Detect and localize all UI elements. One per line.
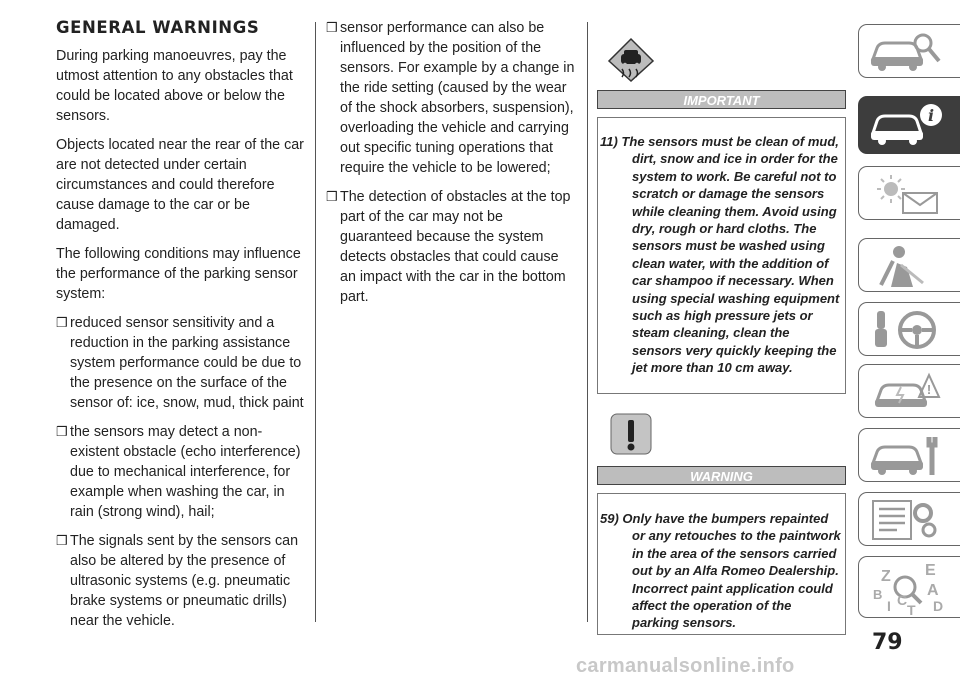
- warning-text: 59) Only have the bumpers repainted or any retouches to the paintwork in the area of the sensors carried out by an Alfa Romeo Dealership. Incorrect paint application could affect the operation of the parking sensors.: [600, 511, 841, 631]
- tab-warning-lights[interactable]: [858, 166, 960, 220]
- tab-technical-data[interactable]: [858, 492, 960, 546]
- warning-lights-message-icon: [867, 171, 947, 217]
- car-skid-road-sign-icon: [607, 37, 655, 83]
- bullet-text: sensor performance can also be influenced by the position of the sensors. For example by a change in the ride setting (caused by the wear of the shock absorbers, suspension), overloading the vehicle and carrying out specific tuning operations that require the vehicle to be lowered;: [340, 20, 575, 176]
- bullet-text: reduced sensor sensitivity and a reduction in the parking assistance system performance could be due to the presence on the surface of the sensor of: ice, snow, mud, thick paint: [70, 315, 304, 411]
- watermark: carmanualsonline.info: [576, 655, 795, 677]
- tab-safety[interactable]: [858, 238, 960, 292]
- alphabetical-index-icon: [867, 561, 947, 617]
- important-box: [597, 117, 846, 394]
- column-divider: [587, 22, 588, 622]
- bullet-item: [326, 187, 576, 307]
- svg-text:i: i: [927, 106, 935, 125]
- tab-emergency[interactable]: [858, 364, 960, 418]
- column-divider: [315, 22, 316, 622]
- checkbox-bullet-icon: ❒: [326, 189, 338, 204]
- index-letter-a: A: [927, 582, 939, 599]
- exclamation-sign-icon: [607, 412, 655, 458]
- index-letter-e: E: [925, 562, 936, 579]
- paragraph: During parking manoeuvres, pay the utmost attention to any obstacles that could be located above or below the sensors.: [56, 48, 293, 124]
- tab-index[interactable]: [858, 556, 960, 618]
- index-letter-d: D: [933, 598, 944, 614]
- bullet-text: The detection of obstacles at the top part of the car may not be guaranteed because the system detects obstacles that could cause an impact with the car in the bottom part.: [340, 189, 571, 305]
- index-letter-c: C: [897, 592, 908, 608]
- bullet-item: [326, 18, 576, 178]
- checkbox-bullet-icon: ❒: [56, 533, 68, 548]
- tab-car-info[interactable]: [858, 96, 960, 154]
- paragraph: Objects located near the rear of the car are not detected under certain circumstances and could therefore cause damage to the car or be damaged.: [56, 137, 304, 233]
- bullet-text: The signals sent by the sensors can also be altered by the presence of ultrasonic systems (e.g. pneumatic brake systems or pneumatic drills) near the vehicle.: [70, 533, 299, 629]
- svg-text:!: !: [926, 382, 932, 397]
- key-steering-wheel-icon: [867, 307, 947, 353]
- bullet-text: the sensors may detect a non-existent obstacle (echo interference) due to mechanical interference, for example when washing the car, in rain (strong wind), hail;: [70, 424, 301, 520]
- bullet-item: [56, 313, 304, 413]
- index-letter-i: I: [887, 598, 891, 614]
- bullet-item: [56, 422, 304, 522]
- section-heading: GENERAL WARNINGS: [56, 18, 260, 37]
- index-letter-t: T: [907, 602, 916, 617]
- tab-starting-driving[interactable]: [858, 302, 960, 356]
- tab-maintenance[interactable]: [858, 428, 960, 482]
- list-gears-technical-data-icon: [867, 497, 947, 543]
- index-letter-z: Z: [881, 568, 891, 585]
- car-info-icon: [867, 101, 947, 151]
- bullet-item: [56, 531, 304, 631]
- important-header: IMPORTANT: [597, 90, 846, 109]
- warning-header: WARNING: [597, 466, 846, 485]
- page-number: 79: [872, 630, 903, 655]
- important-text: 11) The sensors must be clean of mud, dirt, snow and ice in order for the system to work. Be careful not to scratch or damage the sensors while cleaning them. Avoid using dry, rough or hard cloths. The sensors must be washed using clean water, with the addition of car shampoo if necessary. When using special washing equipment such as high pressure jets or steam cleaning, clean the sensors very quickly keeping the jet more than 10 cm away.: [600, 134, 840, 376]
- car-crash-emergency-icon: [867, 369, 947, 415]
- checkbox-bullet-icon: ❒: [326, 20, 338, 35]
- warning-box: [597, 493, 846, 635]
- car-wrench-maintenance-icon: [867, 433, 947, 479]
- checkbox-bullet-icon: ❒: [56, 424, 68, 439]
- column-left: [56, 18, 304, 640]
- paragraph: The following conditions may influence the performance of the parking sensor system:: [56, 246, 301, 302]
- column-middle: [326, 18, 576, 316]
- index-letter-b: B: [873, 587, 883, 602]
- checkbox-bullet-icon: ❒: [56, 315, 68, 330]
- car-magnifier-icon: [867, 29, 947, 75]
- airbag-seat-icon: [867, 243, 947, 289]
- tab-car-magnifier[interactable]: [858, 24, 960, 78]
